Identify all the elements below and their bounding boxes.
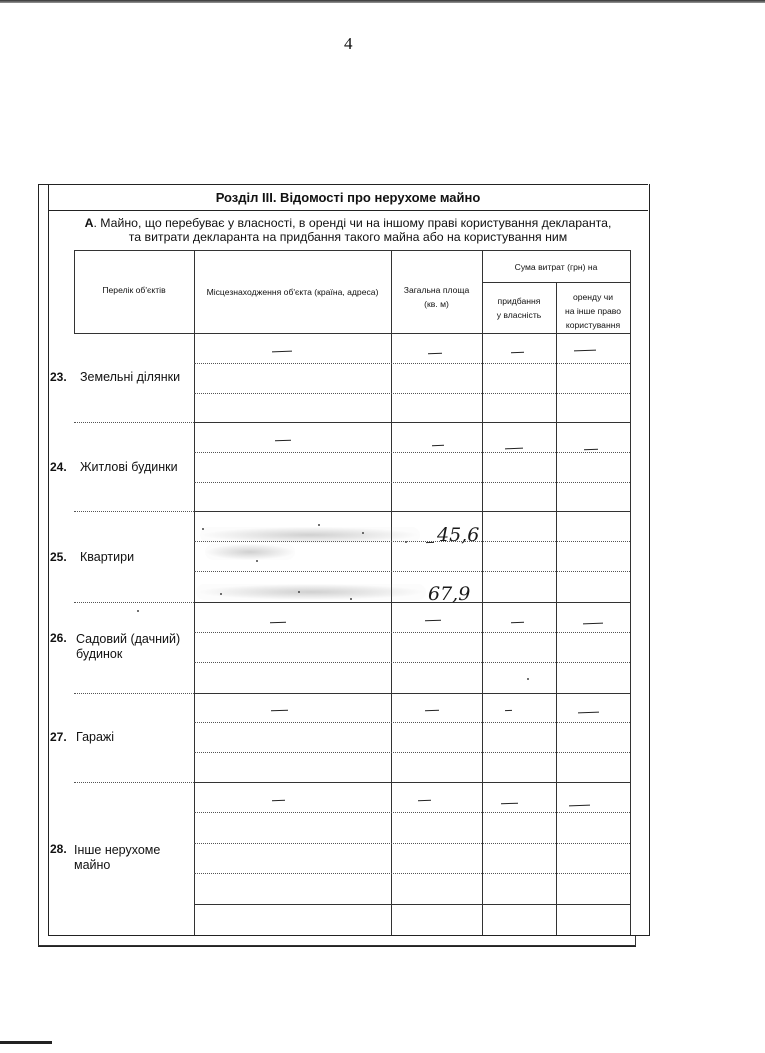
row-number: 27.: [50, 730, 67, 744]
label-row-line: [74, 422, 194, 423]
row-line: [194, 812, 630, 813]
row-label-line-1: Інше нерухоме: [74, 843, 161, 857]
row-label-houses: Житлові будинки: [80, 460, 178, 474]
header-purchase-line-2: у власність: [496, 310, 542, 320]
frame-bottom: [38, 945, 635, 946]
row-label-garages: Гаражі: [76, 730, 115, 744]
label-row-line: [74, 511, 194, 512]
frame-right: [635, 935, 636, 946]
row-number: 28.: [50, 842, 67, 856]
page-number: 4: [344, 34, 353, 53]
header-purchase: [482, 294, 556, 322]
ink-speck: [298, 591, 300, 593]
row-line: [194, 363, 630, 364]
row-line: [194, 843, 630, 844]
row-line: [194, 571, 630, 572]
subtitle-letter: А: [84, 216, 94, 230]
group-sep-3: [194, 602, 630, 603]
redacted-address-1b: [205, 544, 295, 560]
ink-speck: [256, 560, 258, 562]
row-number: 26.: [50, 631, 67, 645]
row-line: [194, 662, 630, 663]
subtitle-line-2: та витрати декларанта на придбання такого майна або на користування ним: [128, 230, 568, 244]
scan-bottom-mark: [0, 1041, 52, 1044]
header-purchase-line-1: придбання: [497, 296, 541, 306]
header-location: Місцезнаходження об'єкта (країна, адреса): [206, 287, 379, 297]
redacted-address-2: [196, 584, 426, 600]
row-number: 24.: [50, 460, 67, 474]
row-label-line-1: Садовий (дачний): [76, 632, 181, 646]
header-objects: Перелік об'єктів: [102, 285, 166, 295]
col-line-5: [630, 250, 631, 935]
row-line: [194, 393, 630, 394]
ink-speck: [318, 524, 320, 526]
row-line: [194, 632, 630, 633]
row-label-garden-house: [76, 632, 180, 662]
row-label-line-2: майно: [74, 858, 111, 872]
row-number: 25.: [50, 550, 67, 564]
row-label-land: Земельні ділянки: [80, 370, 181, 384]
subtitle-line-1: . Майно, що перебуває у власності, в оренді чи на іншому праві користування декларанта,: [93, 216, 612, 230]
row-label-line-2: будинок: [76, 647, 123, 661]
group-sep-6: [194, 904, 630, 905]
section-title: Розділ III. Відомості про нерухоме майно: [48, 184, 648, 211]
header-expenses: Сума витрат (грн) на: [514, 262, 598, 272]
row-line: [194, 482, 630, 483]
group-sep-2: [194, 511, 630, 512]
group-sep-1: [194, 422, 630, 423]
col-line-3: [482, 250, 483, 935]
section-subtitle: [48, 216, 648, 244]
row-label-apartments: Квартири: [80, 550, 135, 564]
row-number: 23.: [50, 370, 67, 384]
apartment-area-2: 67,9: [428, 583, 471, 605]
header-rent-line-3: користування: [565, 320, 621, 330]
group-sep-5: [194, 782, 630, 783]
table-top-line: [74, 250, 630, 251]
header-rent: [556, 290, 630, 332]
header-rent-line-1: оренду чи: [572, 292, 614, 302]
header-area: [391, 283, 482, 311]
ink-speck: [202, 528, 204, 530]
header-area-line-2: (кв. м): [424, 299, 449, 309]
ink-speck: [527, 678, 529, 680]
col-line-4: [556, 282, 557, 935]
apartment-area-1: 45,6: [437, 524, 480, 546]
col-line-1: [194, 250, 195, 935]
row-line: [194, 752, 630, 753]
ink-speck: [362, 532, 364, 534]
redacted-address-1: [200, 527, 420, 543]
ink-speck: [405, 541, 407, 543]
scan-top-edge: [0, 0, 765, 3]
row-line: [194, 873, 630, 874]
header-area-line-1: Загальна площа: [403, 285, 470, 295]
row-label-other: [74, 843, 160, 873]
row-line: [194, 722, 630, 723]
label-row-line: [74, 782, 194, 783]
header-bottom-line: [74, 333, 630, 334]
ink-speck: [350, 598, 352, 600]
ink-speck: [137, 610, 139, 612]
group-sep-4: [194, 693, 630, 694]
header-rent-line-2: на інше право: [564, 306, 622, 316]
label-row-line: [74, 693, 194, 694]
label-row-line: [74, 602, 194, 603]
ink-speck: [220, 593, 222, 595]
row-line: [194, 452, 630, 453]
